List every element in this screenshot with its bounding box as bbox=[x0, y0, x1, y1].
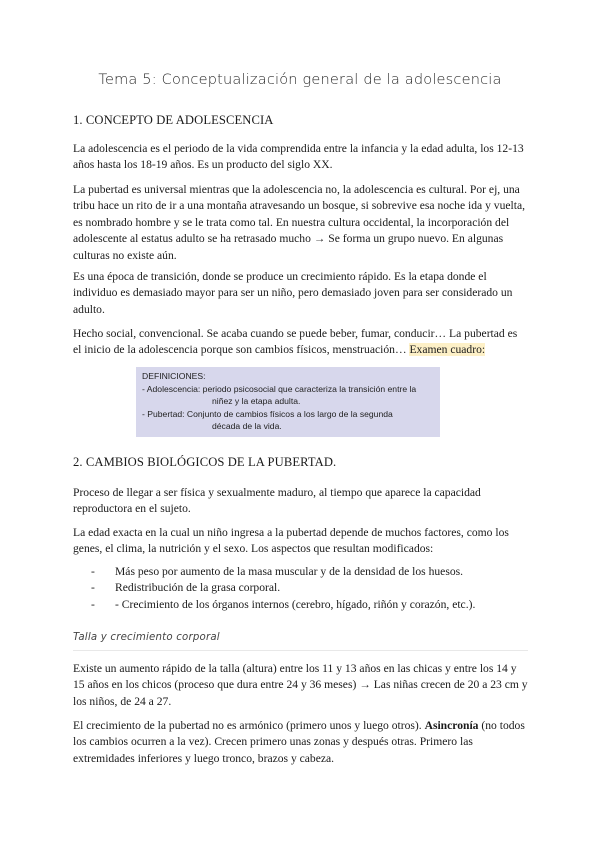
paragraph-asincronia-pre: El crecimiento de la pubertad no es armónico (primero unos y luego otros). bbox=[73, 719, 425, 732]
definitions-box bbox=[136, 367, 440, 437]
paragraph-pubertad-cultura: La pubertad es universal mientras que la adolescencia no, la adolescencia es cultural. Por ej, una tribu hace un rito de ir a una montaña atravesando un bosque, si sobrevive esa noche ida y vuelta, es nombrado hombre y se le trata como tal. En nuestra cultura occidental, la incorporación del adolescente al estatus adulto se ha retrasado mucho → Se forma un grupo nuevo. En algunas culturas no existe aún. bbox=[73, 183, 526, 262]
list-item-text: Redistribución de la grasa corporal. bbox=[115, 581, 281, 595]
paragraph-transicion: Es una época de transición, donde se produce un crecimiento rápido. Es la etapa donde el individuo es demasiado mayor para ser un niño, pero demasiado joven para ser considerado un adulto. bbox=[73, 270, 513, 316]
definition-pubertad-line2: década de la vida. bbox=[212, 420, 282, 431]
term-asincronia: Asincronía bbox=[424, 719, 479, 732]
list-item-text: - Crecimiento de los órganos internos (cerebro, hígado, riñón y corazón, etc.). bbox=[115, 597, 476, 611]
list-item bbox=[73, 580, 533, 596]
definitions-heading: DEFINICIONES: bbox=[142, 371, 206, 381]
subheading-divider bbox=[73, 650, 528, 651]
section-heading-concepto: 1. CONCEPTO DE ADOLESCENCIA bbox=[73, 113, 274, 127]
bullet-dash: - bbox=[91, 597, 95, 611]
definition-pubertad-line1: - Pubertad: Conjunto de cambios físicos a los largo de la segunda bbox=[142, 409, 393, 420]
document-title: Tema 5: Conceptualización general de la adolescencia bbox=[98, 72, 502, 88]
definition-adolescencia-line1: - Adolescencia: periodo psicosocial que caracteriza la transición entre la bbox=[142, 384, 417, 395]
bullet-dash: - bbox=[91, 565, 95, 578]
list-item-text: Más peso por aumento de la masa muscular y de la densidad de los huesos. bbox=[115, 565, 464, 578]
paragraph-definicion: La adolescencia es el periodo de la vida comprendida entre la infancia y la edad adulta, los 12-13 años hasta los 18-19 años. Es un producto del siglo XX. bbox=[73, 142, 524, 172]
list-item bbox=[73, 564, 533, 580]
section-heading-cambios-biologicos: 2. CAMBIOS BIOLÓGICOS DE LA PUBERTAD. bbox=[73, 455, 337, 469]
highlight-examen-cuadro: Examen cuadro: bbox=[409, 343, 486, 357]
paragraph-aumento-talla: Existe un aumento rápido de la talla (altura) entre los 11 y 13 años en las chicas y entre los 14 y 15 años en los chicos (proceso que dura entre 24 y 36 meses) → Las niñas crecen de 20 a 23 cm y los niños, de 24 a 27. bbox=[73, 662, 528, 708]
bullet-dash: - bbox=[91, 581, 95, 595]
subheading-talla: Talla y crecimiento corporal bbox=[73, 632, 220, 643]
aspects-list bbox=[73, 564, 533, 613]
definition-adolescencia-line2: niñez y la etapa adulta. bbox=[212, 395, 301, 406]
paragraph-hecho-social-text: Hecho social, convencional. Se acaba cuando se puede beber, fumar, conducir… La pubertad es el inicio de la adolescencia porque son cambios físicos, menstruación… bbox=[73, 327, 518, 357]
definition-adolescencia bbox=[142, 384, 434, 407]
paragraph-edad-exacta: La edad exacta en la cual un niño ingresa a la pubertad depende de muchos factores, como los genes, el clima, la nutrición y el sexo. Los aspectos que resultan modificados: bbox=[73, 526, 509, 556]
paragraph-proceso-madurez: Proceso de llegar a ser física y sexualmente maduro, al tiempo que aparece la capacidad reproductora en el sujeto. bbox=[73, 486, 481, 516]
definition-pubertad bbox=[142, 409, 434, 432]
paragraph-hecho-social bbox=[73, 326, 528, 359]
paragraph-asincronia bbox=[73, 718, 528, 767]
list-item bbox=[73, 597, 533, 613]
paragraph-asincronia-post: (no todos los cambios ocurren a la vez). Crecen primero unas zonas y después otras. Primero las extremidades inferiores y luego tronco, brazos y cabeza. bbox=[73, 719, 525, 765]
